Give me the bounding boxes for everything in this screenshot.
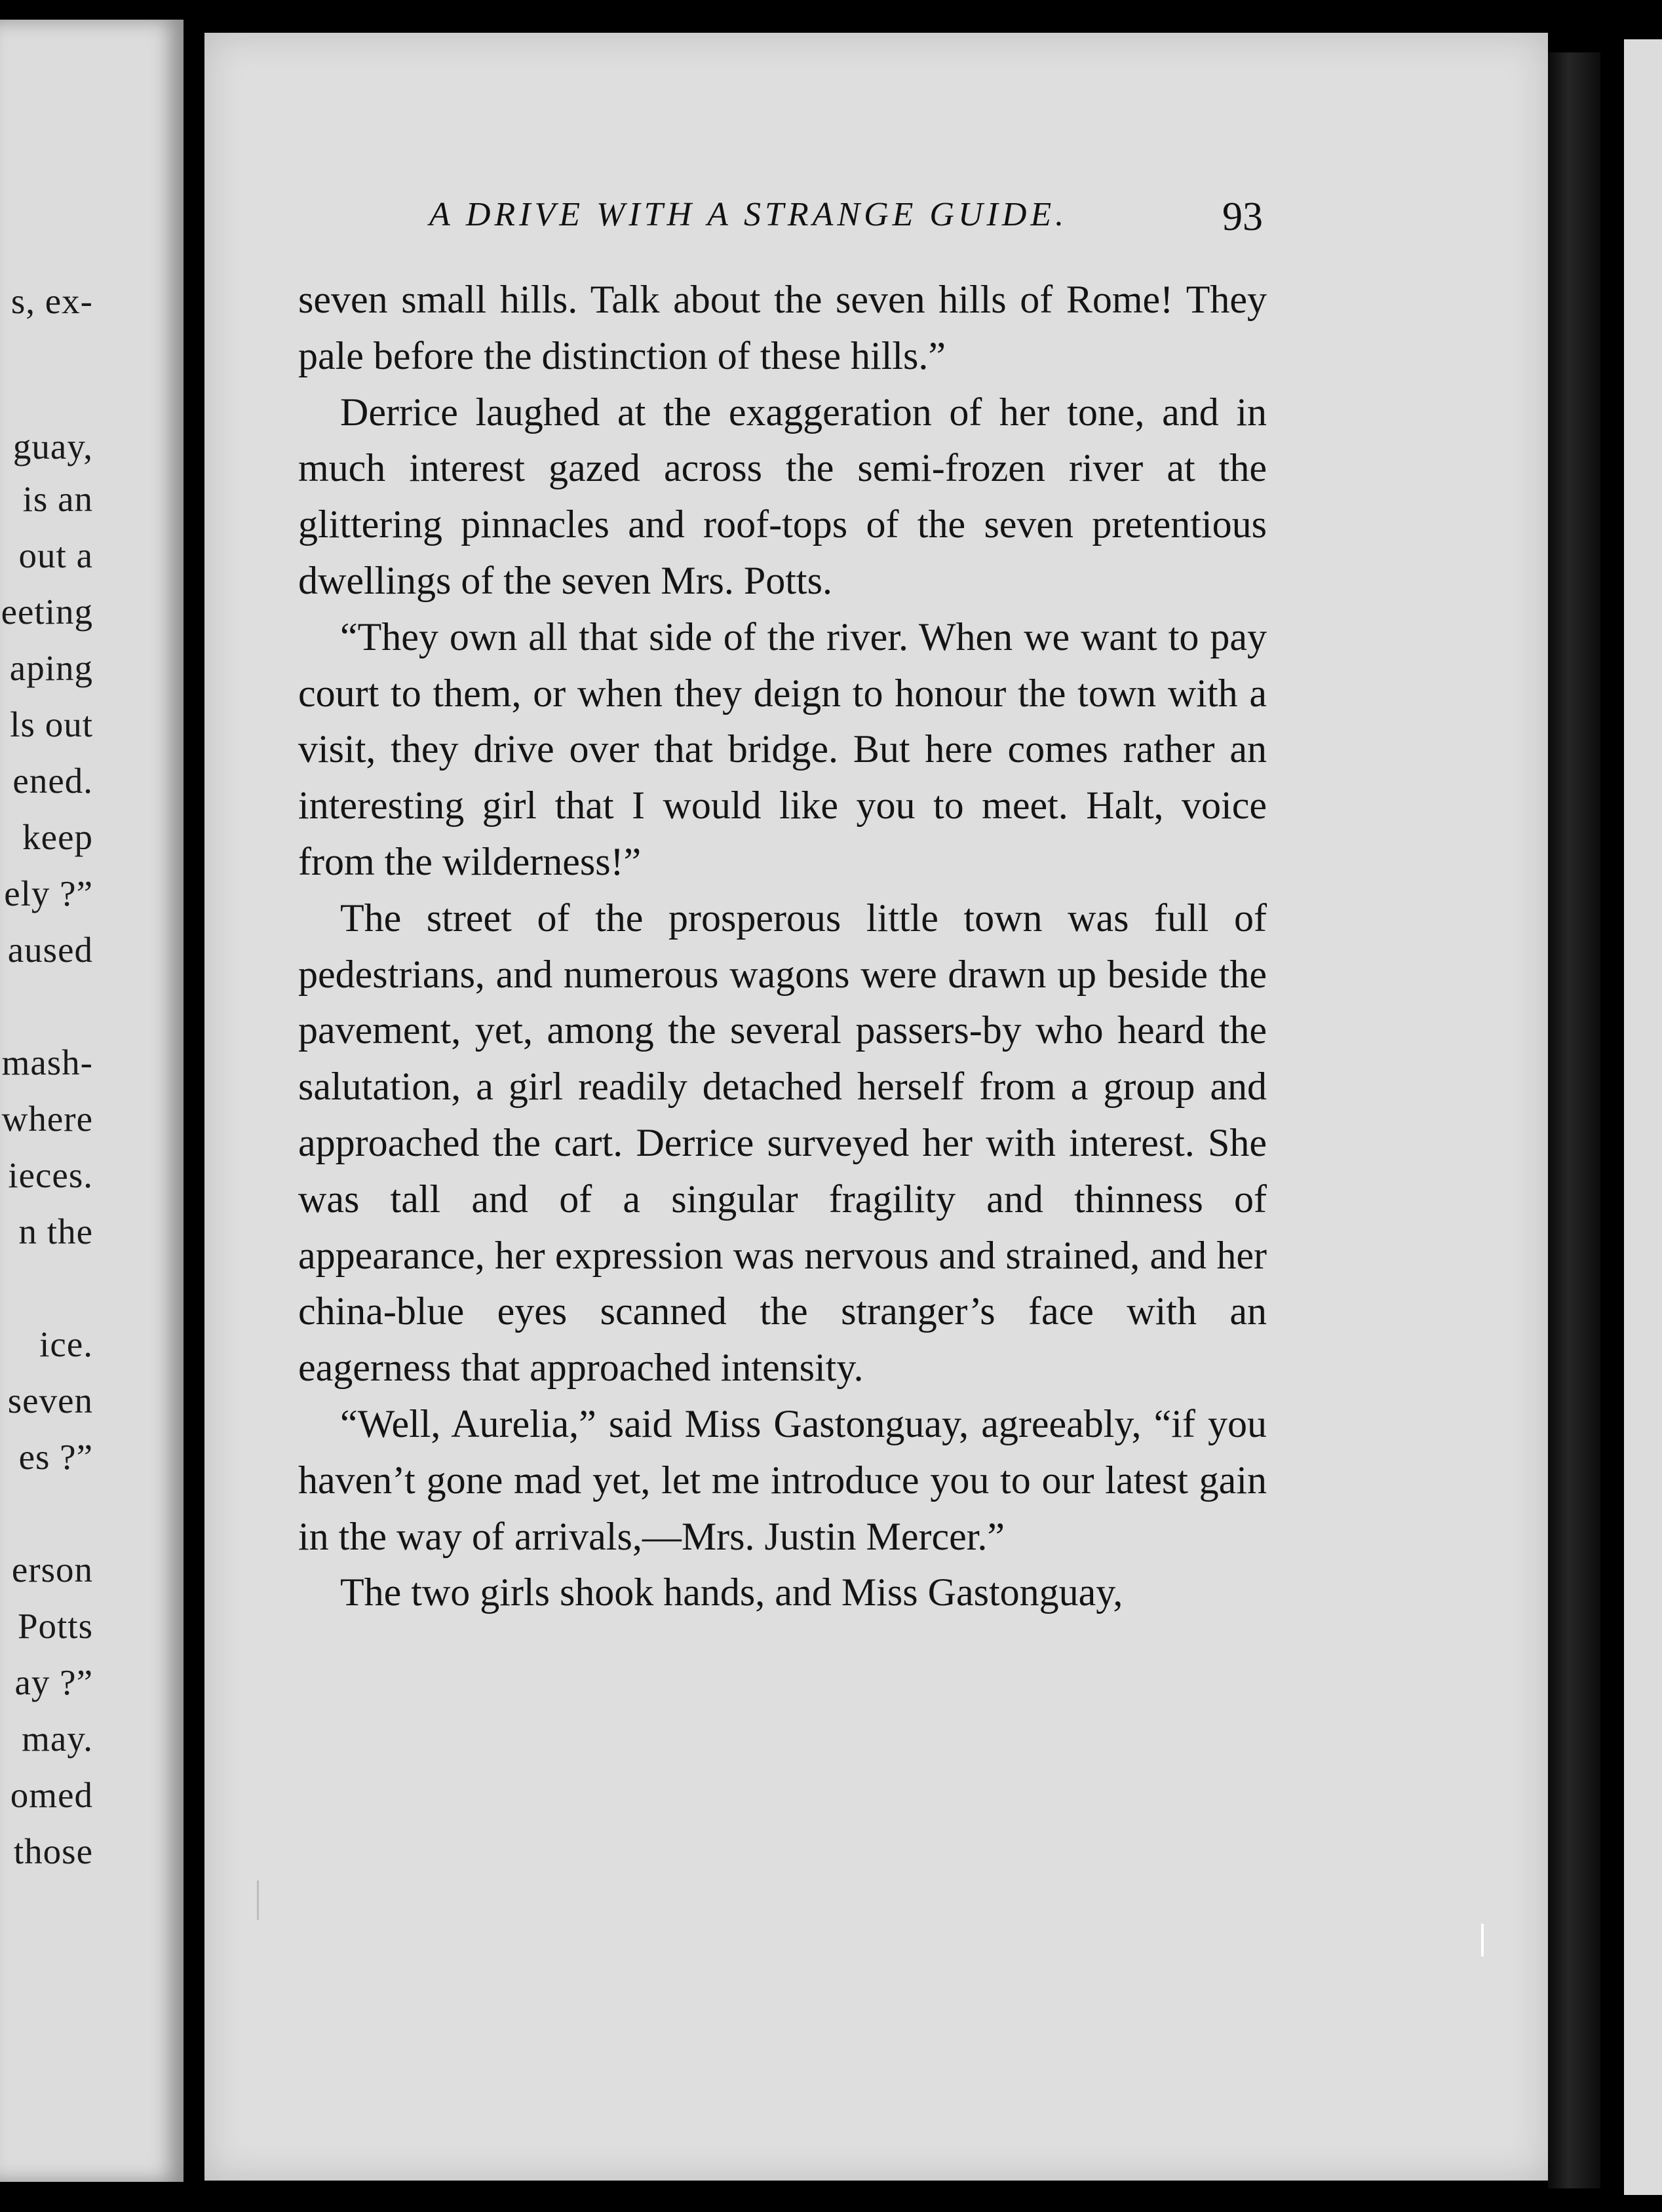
left-page-line: ely ?” <box>4 873 93 913</box>
left-page-line: out a <box>18 535 93 575</box>
scan-speck <box>1481 1924 1484 1956</box>
body-text <box>298 272 1267 1621</box>
paragraph: “Well, Aurelia,” said Miss Gastonguay, agreeably, “if you haven’t gone mad yet, let me introduce you to our latest gain in the way of arrivals,—Mrs. Justin Mercer.” <box>298 1402 1267 1558</box>
left-page-line: es ?” <box>18 1437 93 1477</box>
left-page-line: aused <box>7 930 93 970</box>
left-page-line: ice. <box>39 1324 93 1364</box>
left-page-line: is an <box>22 479 93 519</box>
paragraph: The two girls shook hands, and Miss Gastonguay, <box>340 1571 1123 1614</box>
left-page-line: ay ?” <box>14 1662 93 1702</box>
left-page-line: mash- <box>1 1042 93 1082</box>
left-page-line: erson <box>11 1550 93 1590</box>
left-page-line: eeting <box>1 592 93 632</box>
left-page-line: ened. <box>12 761 93 801</box>
right-facing-page-edge <box>1624 39 1662 2195</box>
left-page-line: seven <box>7 1381 93 1421</box>
left-facing-page <box>0 20 184 2182</box>
left-page-line: may. <box>22 1719 93 1759</box>
left-page-line: keep <box>22 817 93 857</box>
running-head: A DRIVE WITH A STRANGE GUIDE. <box>429 196 1068 233</box>
left-page-line: aping <box>9 648 93 688</box>
left-page-line: ieces. <box>8 1155 93 1195</box>
left-page-line: n the <box>18 1211 93 1251</box>
scan-speck <box>257 1880 259 1920</box>
left-page-line: guay, <box>12 427 93 467</box>
left-page-line: s, ex- <box>10 281 93 321</box>
paragraph: Derrice laughed at the exaggeration of her tone, and in much interest gazed across the semi-frozen river at the glittering pinnacles and roof-tops of the seven pretentious dwellings of the seven Mrs. Potts. <box>298 390 1267 602</box>
left-page-line: ls out <box>10 704 93 744</box>
left-page-line: omed <box>10 1775 93 1815</box>
left-page-line: those <box>13 1831 93 1871</box>
paragraph: “They own all that side of the river. When we want to pay court to them, or when they deign to honour the town with a visit, they drive over that bridge. But here comes rather an interesting girl that I would like you to meet. Halt, voice from the wilderness!” <box>298 615 1267 883</box>
left-page-line: Potts <box>17 1606 93 1646</box>
paragraph: seven small hills. Talk about the seven hills of Rome! They pale before the distinction of these hills.” <box>298 278 1267 377</box>
page-fore-edge <box>1548 52 1600 2188</box>
page-number: 93 <box>1222 195 1263 239</box>
left-page-line: where <box>1 1099 93 1139</box>
paragraph: The street of the prosperous little town was full of pedestrians, and numerous wagons were drawn up beside the pavement, yet, among the several passers-by who heard the salutation, a girl readily detached herself from a group and approached the cart. Derrice surveyed her with interest. She was tall and of a singular fragility and thinness of appearance, her expression was nervous and strained, and her china-blue eyes scanned the stranger’s face with an eagerness that approached intensity. <box>298 896 1267 1390</box>
